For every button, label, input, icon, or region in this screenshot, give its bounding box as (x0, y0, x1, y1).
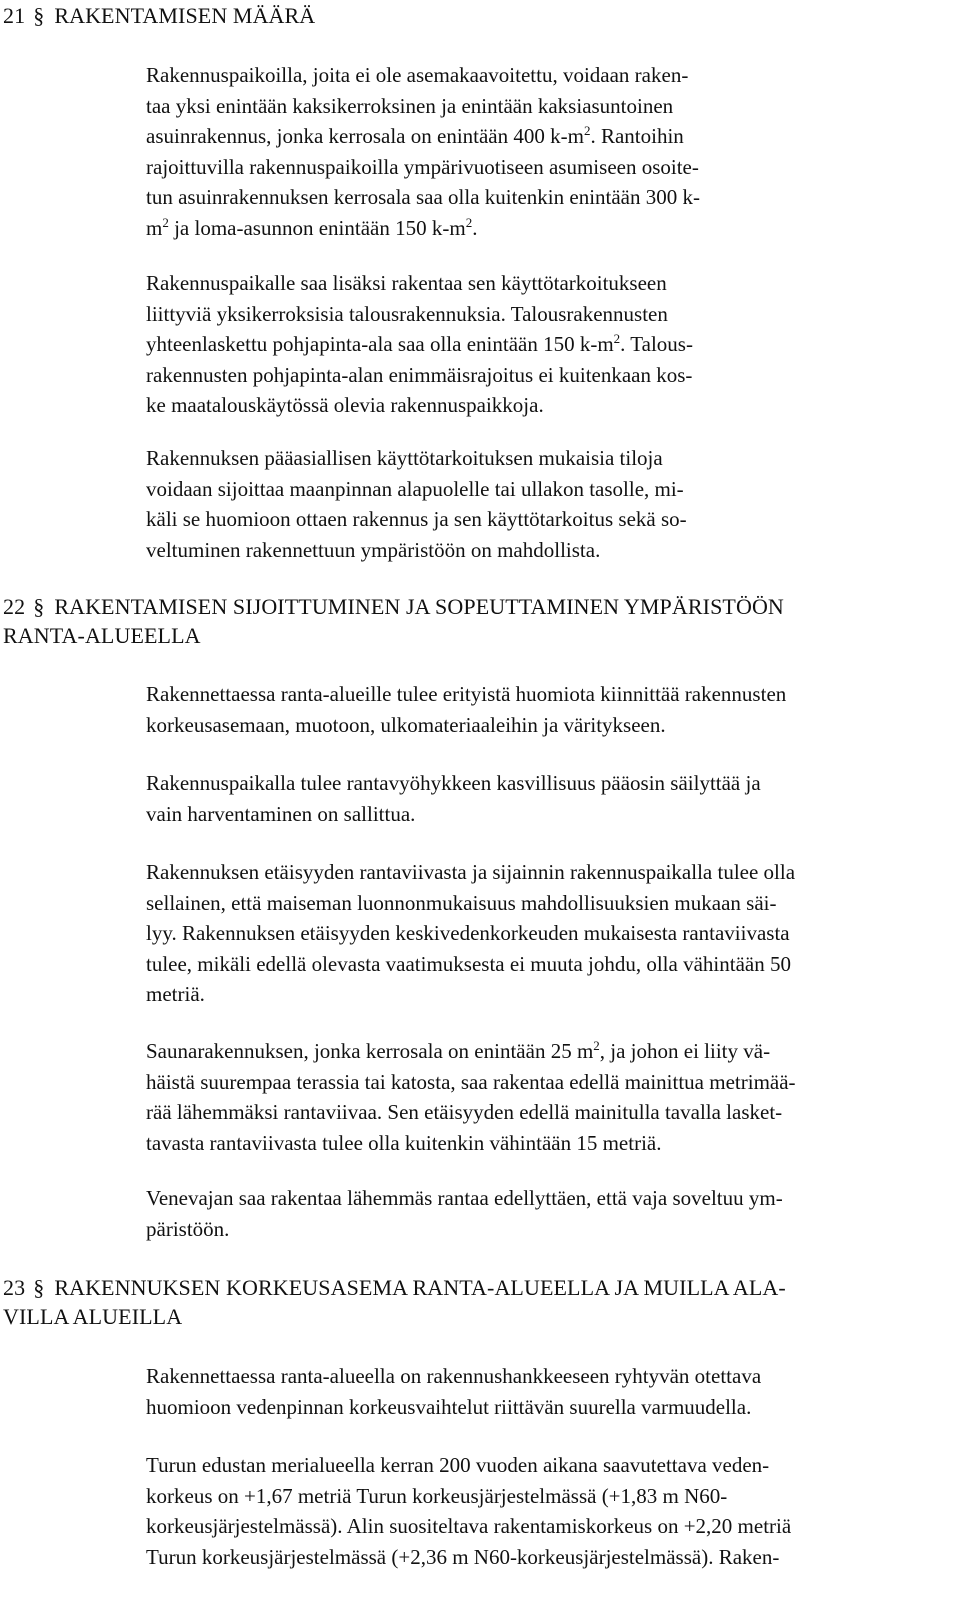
text-line: lyy. Rakennuksen etäisyyden keskivedenkorkeuden mukaisesta rantaviivasta (146, 921, 790, 946)
text-fragment: . Talous- (620, 332, 693, 357)
section-22-paragraph-1 (146, 679, 786, 740)
text-line: rajoittuvilla rakennuspaikoilla ympärivuotiseen asumiseen osoite- (146, 154, 699, 179)
text-line: korkeus on +1,67 metriä Turun korkeusjärjestelmässä (+1,83 m N60- (146, 1483, 728, 1508)
text-line: sellainen, että maiseman luonnonmukaisuus mahdollisuuksien mukaan säi- (146, 890, 777, 915)
text-line: liittyviä yksikerroksisia talousrakennuksia. Talousrakennusten (146, 301, 668, 326)
text-fragment: , ja johon ei liity vä- (599, 1039, 771, 1063)
section-21-paragraph-1 (146, 60, 700, 244)
section-22-paragraph-5 (146, 1183, 783, 1244)
text-line: Rakennettaessa ranta-alueella on rakennushankkeeseen ryhtyvän otettava (146, 1364, 762, 1388)
superscript: 2 (593, 1038, 600, 1053)
text-line: tulee, mikäli edellä olevasta vaatimuksesta ei muuta johdu, olla vähintään 50 (146, 951, 791, 976)
text-line (146, 213, 700, 244)
section-23-paragraph-1 (146, 1361, 761, 1422)
superscript: 2 (162, 214, 169, 230)
section-21-paragraph-3 (146, 443, 687, 565)
text-fragment: Saunarakennuksen, jonka kerrosala on enintään 25 m (146, 1039, 594, 1063)
text-line: tun asuinrakennuksen kerrosala saa olla kuitenkin enintään 300 k- (146, 185, 700, 210)
text-line (146, 121, 700, 152)
text-fragment: asuinrakennus, jonka kerrosala on enintään 400 k-m (146, 124, 584, 149)
section-title-continued: RANTA-ALUEELLA (3, 623, 201, 648)
text-line: rakennusten pohjapinta-alan enimmäisrajoitus ei kuitenkaan kos- (146, 362, 693, 387)
text-fragment: yhteenlaskettu pohjapinta-ala saa olla enintään 150 k-m (146, 332, 614, 357)
text-line: tavasta rantaviivasta tulee olla kuitenkin vähintään 15 metriä. (146, 1130, 662, 1155)
section-21-paragraph-2 (146, 268, 693, 421)
section-22-heading (3, 592, 784, 650)
text-line: korkeusjärjestelmässä). Alin suositeltava rakentamiskorkeus on +2,20 metriä (146, 1514, 792, 1539)
text-line: rää lähemmäksi rantaviivaa. Sen etäisyyden edellä mainitulla tavalla lasket- (146, 1100, 783, 1125)
text-line: vain harventaminen on sallittua. (146, 801, 416, 826)
text-line: päristöön. (146, 1216, 230, 1241)
section-title: RAKENTAMISEN MÄÄRÄ (54, 3, 316, 28)
text-line: veltuminen rakennettuun ympäristöön on mahdollista. (146, 537, 601, 562)
text-line: korkeusasemaan, muotoon, ulkomateriaaleihin ja väritykseen. (146, 712, 666, 737)
section-number: 23 (3, 1275, 26, 1300)
text-line: taa yksi enintään kaksikerroksinen ja enintään kaksiasuntoinen (146, 93, 674, 118)
section-22-paragraph-4 (146, 1036, 796, 1158)
section-sign: § (33, 594, 45, 619)
text-line: Rakennuspaikalla tulee rantavyöhykkeen kasvillisuus pääosin säilyttää ja (146, 771, 761, 795)
text-line: Rakennuspaikalle saa lisäksi rakentaa sen käyttötarkoitukseen (146, 271, 667, 295)
text-line: Rakennuksen pääasiallisen käyttötarkoituksen mukaisia tiloja (146, 446, 663, 470)
text-line: häistä suurempaa terassia tai katosta, saa rakentaa edellä mainittua metrimää- (146, 1069, 796, 1094)
text-line: metriä. (146, 982, 205, 1007)
section-number: 21 (3, 3, 26, 28)
text-fragment: ja loma-asunnon enintään 150 k-m (168, 215, 466, 240)
text-line: käli se huomioon ottaen rakennus ja sen käyttötarkoitus sekä so- (146, 507, 687, 532)
text-line: voidaan sijoittaa maanpinnan alapuolelle tai ullakon tasolle, mi- (146, 476, 684, 501)
section-title: RAKENTAMISEN SIJOITTUMINEN JA SOPEUTTAMINEN YMPÄRISTÖÖN (54, 594, 784, 619)
text-line: Venevajan saa rakentaa lähemmäs rantaa edellyttäen, että vaja soveltuu ym- (146, 1186, 783, 1210)
text-fragment: . (472, 215, 478, 240)
superscript: 2 (465, 214, 473, 230)
section-title-continued: VILLA ALUEILLA (3, 1304, 183, 1329)
text-line: Turun korkeusjärjestelmässä (+2,36 m N60-korkeusjärjestelmässä). Raken- (146, 1544, 780, 1569)
superscript: 2 (613, 331, 621, 347)
text-line: Rakennuspaikoilla, joita ei ole asemakaavoitettu, voidaan raken- (146, 63, 689, 87)
text-fragment: m (146, 215, 163, 240)
text-line: ke maatalouskäytössä olevia rakennuspaikkoja. (146, 393, 544, 418)
section-23-paragraph-2 (146, 1450, 791, 1572)
section-22-paragraph-2 (146, 768, 761, 829)
text-line: Rakennettaessa ranta-alueille tulee erityistä huomiota kiinnittää rakennusten (146, 682, 787, 706)
section-sign: § (33, 3, 45, 28)
section-23-heading (3, 1273, 786, 1331)
section-number: 22 (3, 594, 26, 619)
text-line: Turun edustan merialueella kerran 200 vuoden aikana saavutettava veden- (146, 1453, 770, 1477)
text-line: Rakennuksen etäisyyden rantaviivasta ja sijainnin rakennuspaikalla tulee olla (146, 860, 796, 884)
section-sign: § (33, 1275, 45, 1300)
superscript: 2 (583, 123, 591, 139)
section-title: RAKENNUKSEN KORKEUSASEMA RANTA-ALUEELLA JA MUILLA ALA- (54, 1275, 786, 1300)
text-line (146, 1036, 796, 1067)
text-line (146, 329, 693, 360)
text-line: huomioon vedenpinnan korkeusvaihtelut riittävän suurella varmuudella. (146, 1394, 752, 1419)
section-22-paragraph-3 (146, 857, 795, 1010)
section-21-heading (3, 1, 315, 30)
text-fragment: . Rantoihin (590, 124, 684, 149)
